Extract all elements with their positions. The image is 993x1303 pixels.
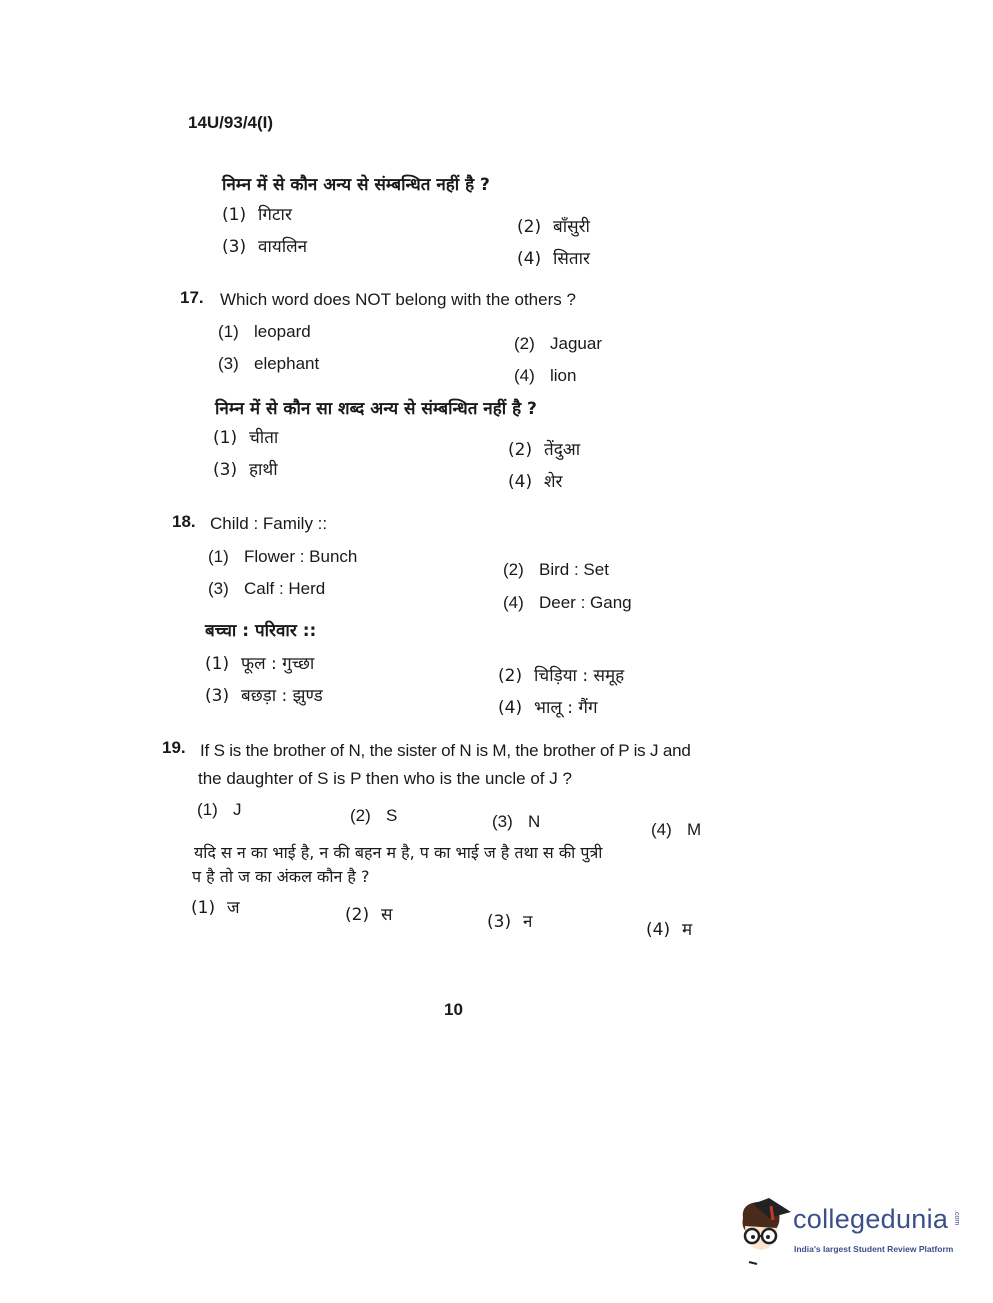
option-text: lion xyxy=(550,366,577,385)
q19-question-line-1: If S is the brother of N, the sister of N is M, the brother of P is J and xyxy=(200,741,691,760)
q18-hindi-option-1 xyxy=(205,653,314,675)
option-number: (3) xyxy=(487,912,512,932)
q18-option-3 xyxy=(208,578,325,600)
option-text: शेर xyxy=(544,472,563,492)
q19-option-4 xyxy=(651,819,701,841)
option-text: न xyxy=(523,912,533,932)
q18-option-4 xyxy=(503,592,632,614)
q18-question: Child : Family :: xyxy=(210,514,328,533)
option-number: (4) xyxy=(498,698,523,718)
q19-question-line-2: the daughter of S is P then who is the uncle of J ? xyxy=(198,769,572,788)
q17-number: 17. xyxy=(180,288,204,307)
q16-hindi-option-2 xyxy=(517,216,590,238)
option-number: (2) xyxy=(508,440,533,460)
option-text: चिड़िया : समूह xyxy=(534,666,625,686)
option-text: J xyxy=(233,800,242,819)
q17-hindi-option-1 xyxy=(213,427,278,449)
q19-hindi-option-1 xyxy=(191,897,240,919)
option-number: (4) xyxy=(508,472,533,492)
logo-suffix: .com xyxy=(953,1210,960,1226)
q19-hindi-line-1: यदि स न का भाई है, न की बहन म है, प का भाई ज है तथा स की पुत्री xyxy=(194,843,603,862)
option-text: वायलिन xyxy=(258,237,308,257)
option-text: leopard xyxy=(254,322,311,341)
q18-option-2 xyxy=(503,559,609,581)
q18-hindi-option-3 xyxy=(205,685,323,707)
q19-hindi-option-3 xyxy=(487,911,532,933)
q18-option-1 xyxy=(208,546,357,568)
option-text: स xyxy=(381,905,393,925)
option-text: Bird : Set xyxy=(539,560,609,579)
q19-hindi-line-2: प है तो ज का अंकल कौन है ? xyxy=(192,867,370,886)
option-number: (1) xyxy=(191,898,216,918)
option-number: (1) xyxy=(213,428,238,448)
option-text: Calf : Herd xyxy=(244,579,326,598)
q17-question: Which word does NOT belong with the others ? xyxy=(220,290,576,309)
option-number: (3) xyxy=(208,579,229,598)
option-number: (2) xyxy=(345,905,370,925)
option-text: N xyxy=(528,812,541,831)
option-number: (3) xyxy=(218,354,239,373)
q17-option-4 xyxy=(514,365,576,387)
q19-option-3 xyxy=(492,811,540,833)
page-number: 10 xyxy=(444,1000,463,1019)
option-number: (1) xyxy=(218,322,239,341)
student-mascot-icon xyxy=(735,1196,793,1266)
logo-tagline: India's largest Student Review Platform xyxy=(794,1244,954,1254)
option-number: (3) xyxy=(492,812,513,831)
q18-hindi-option-4 xyxy=(498,697,598,719)
option-text: चीता xyxy=(249,428,279,448)
option-number: (2) xyxy=(517,217,542,237)
q17-option-3 xyxy=(218,353,319,375)
option-text: भालू : गैंग xyxy=(534,698,598,718)
option-number: (4) xyxy=(514,366,535,385)
option-number: (4) xyxy=(651,820,672,839)
q17-hindi-option-4 xyxy=(508,471,563,493)
option-text: M xyxy=(687,820,702,839)
q17-option-1 xyxy=(218,321,311,343)
option-number: (2) xyxy=(503,560,524,579)
paper-code: 14U/93/4(I) xyxy=(188,113,274,132)
option-number: (3) xyxy=(205,686,230,706)
q18-hindi-question: बच्चा : परिवार :: xyxy=(205,621,317,641)
option-text: S xyxy=(386,806,398,825)
q16-hindi-option-4 xyxy=(517,248,590,270)
option-text: हाथी xyxy=(249,460,278,480)
q17-hindi-question: निम्न में से कौन सा शब्द अन्य से संम्बन्धित नहीं है ? xyxy=(215,399,537,419)
q16-hindi-option-1 xyxy=(222,204,292,226)
option-number: (3) xyxy=(222,237,247,257)
option-text: Jaguar xyxy=(550,334,602,353)
q19-option-1 xyxy=(197,799,242,821)
option-number: (4) xyxy=(646,920,671,940)
option-number: (1) xyxy=(205,654,230,674)
option-number: (4) xyxy=(517,249,542,269)
option-text: सितार xyxy=(553,249,590,269)
option-text: म xyxy=(682,920,693,940)
option-number: (1) xyxy=(208,547,229,566)
option-number: (1) xyxy=(197,800,218,819)
option-number: (4) xyxy=(503,593,524,612)
option-number: (2) xyxy=(514,334,535,353)
q19-hindi-option-4 xyxy=(646,919,692,941)
q18-number: 18. xyxy=(172,512,196,531)
option-text: गिटार xyxy=(258,205,292,225)
option-number: (2) xyxy=(498,666,523,686)
q16-hindi-question: निम्न में से कौन अन्य से संम्बन्धित नहीं है ? xyxy=(222,175,490,195)
q18-hindi-option-2 xyxy=(498,665,624,687)
q17-hindi-option-2 xyxy=(508,439,580,461)
option-text: ज xyxy=(227,898,240,918)
q17-hindi-option-3 xyxy=(213,459,278,481)
q19-option-2 xyxy=(350,805,397,827)
q19-hindi-option-2 xyxy=(345,904,393,926)
option-number: (3) xyxy=(213,460,238,480)
logo-name: collegedunia xyxy=(793,1204,949,1234)
q19-number: 19. xyxy=(162,738,186,757)
option-text: elephant xyxy=(254,354,320,373)
option-text: फूल : गुच्छा xyxy=(241,654,315,674)
option-text: Deer : Gang xyxy=(539,593,632,612)
option-text: Flower : Bunch xyxy=(244,547,358,566)
q16-hindi-option-3 xyxy=(222,236,307,258)
collegedunia-logo xyxy=(735,1196,965,1266)
option-text: बाँसुरी xyxy=(553,217,590,237)
option-text: तेंदुआ xyxy=(544,440,581,460)
option-number: (2) xyxy=(350,806,371,825)
q17-option-2 xyxy=(514,333,602,355)
option-number: (1) xyxy=(222,205,247,225)
option-text: बछड़ा : झुण्ड xyxy=(241,686,323,706)
